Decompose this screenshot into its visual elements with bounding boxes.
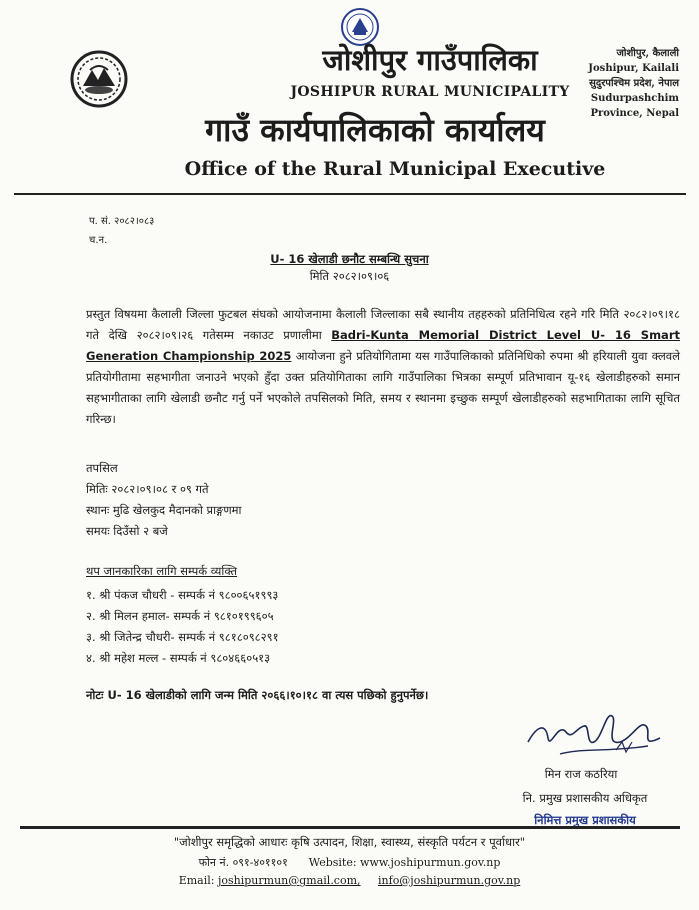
nepal-emblem-icon — [70, 50, 128, 108]
championship-name: Badri-Kunta Memorial District Level U- 16 Smart Generation Championship 2025 — [86, 328, 680, 363]
notice-body — [86, 304, 680, 430]
body-text-start: प्रस्तुत विषयमा कैलाली जिल्ला फुटबल संघको आयोजनामा कैलाली जिल्लाका सबै स्थानीय तहहरुको प्रतिनिधित्व रहने गरि मिति २०८२।०९।१८ गते देखि २०८२।०९।२६ गतेसम्म नकाउट प्रणालीमा — [86, 307, 680, 342]
website-link[interactable]: Website: www.joshipurmun.gov.np — [308, 856, 501, 869]
eligibility-note: नोटः U- 16 खेलाडीको लागि जन्म मिति २०६६।१०।१८ वा त्यस पछिको हुनुपर्नेछ। — [86, 688, 429, 702]
address-line: Joshipur, Kailali — [588, 63, 679, 74]
contact-item: ४. श्री महेश मल्ल - सम्पर्क नं ९८०४६६०५१३ — [86, 651, 271, 665]
handwritten-signature-icon — [520, 702, 670, 766]
dispatch-number: च.न. — [89, 235, 108, 246]
notice-subject: U- 16 खेलाडी छनौट सम्बन्धि सुचना — [270, 252, 429, 266]
letter-number: प. सं. २०८२।०८३ — [89, 216, 155, 227]
details-heading: तपसिल — [86, 461, 118, 475]
office-name-english: Office of the Rural Municipal Executive — [184, 158, 606, 180]
municipality-name-nepali: जोशीपुर गाउँपालिका — [322, 43, 538, 77]
email-link-primary[interactable]: joshipurmun@gmail.com, — [217, 874, 361, 887]
body-text-end: आयोजना हुने प्रतियोगितामा यस गाउँपालिकाको प्रतिनिधिको रुपमा श्री हरियाली युवा क्लवले प्रतियोगीतामा सहभागीता जनाउने भएको हुँदा उक्त प्रतियोगिताका लागि गाउँपालिका भित्रका सम्पूर्ण प्रतिभावान यू-१६ खेलाडीहरुको समान सहभागीताका लागि खेलाडी छनौट गर्नु पर्ने भएकोले तपसिलको मिति, समय र स्थानमा इच्छुक सम्पूर्ण खेलाडीहरुको सहभागिताका लागि सूचित गरिन्छ। — [86, 349, 680, 426]
header-rule — [14, 193, 686, 195]
address-line: Sudurpashchim — [590, 93, 679, 104]
details-block — [86, 458, 242, 542]
footer-email-line — [0, 874, 699, 887]
signatory-title: नि. प्रमुख प्रशासकीय अधिकृत — [522, 791, 648, 805]
contact-item: ३. श्री जितेन्द्र चौधरी- सम्पर्क नं ९८१८०९८२९१ — [86, 630, 279, 644]
address-line: Province, Nepal — [590, 108, 679, 119]
municipality-name-english: JOSHIPUR RURAL MUNICIPALITY — [290, 84, 570, 100]
detail-date: मितिः २०८२।०९।०८ र ०९ गते — [86, 482, 209, 496]
contact-heading: थप जानकारिका लागि सम्पर्क व्यक्ति — [86, 564, 238, 578]
footer-contact-line — [0, 855, 699, 870]
contact-item: १. श्री पंकज चौधरी - सम्पर्क नं ९८००६५१९९३ — [86, 588, 279, 602]
address-line: सुदुरपश्चिम प्रदेश, नेपाल — [589, 78, 679, 89]
contact-item: २. श्री मिलन हमाल- सम्पर्क नं ९८१०१९९६०५ — [86, 609, 274, 623]
detail-venue: स्थानः मुढि खेलकुद मैदानको प्राङ्गणमा — [86, 503, 242, 517]
contact-list — [86, 585, 279, 669]
designation-stamp: निमित्त प्रमुख प्रशासकीय — [534, 813, 636, 827]
email-link-secondary[interactable]: info@joshipurmun.gov.np — [378, 874, 521, 887]
signatory-name: मिन राज कठरिया — [544, 767, 618, 781]
address-line: जोशीपुर, कैलाली — [616, 48, 679, 59]
footer-slogan: "जोशीपुर समृद्धिको आधारः कृषि उत्पादन, शिक्षा, स्वास्थ्य, संस्कृति पर्यटन र पूर्वाधार" — [173, 835, 526, 849]
footer-rule — [20, 826, 680, 829]
phone-number: फोन नं. ०९१-४०११०१ — [198, 856, 288, 869]
email-label: Email: — [178, 874, 215, 887]
reference-numbers — [89, 212, 154, 250]
notice-date: मिति २०८२।०९।०६ — [309, 269, 390, 283]
address-block — [559, 46, 679, 121]
office-name-nepali: गाउँ कार्यपालिकाको कार्यालय — [205, 111, 545, 149]
detail-time: समयः दिउँसो २ बजे — [86, 524, 168, 538]
